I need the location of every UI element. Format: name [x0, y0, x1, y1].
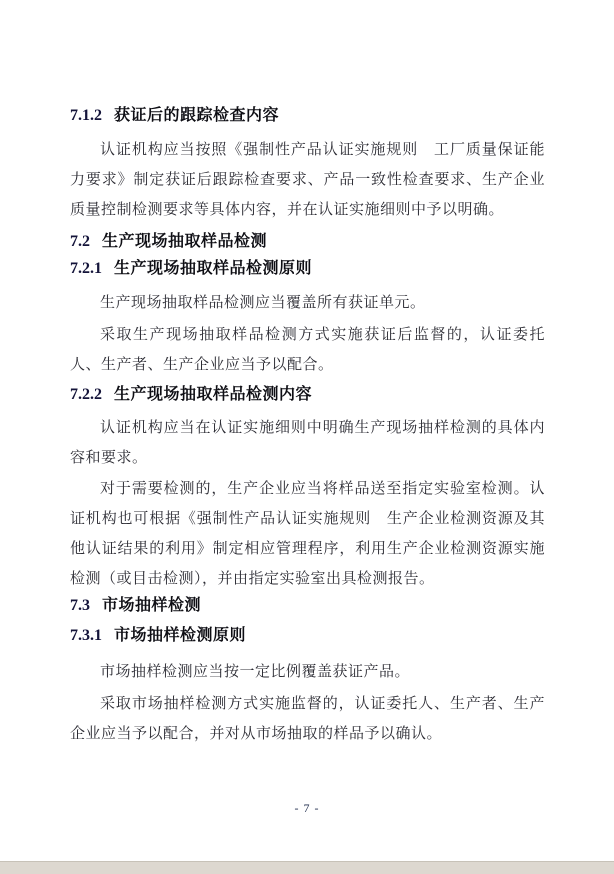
paragraph-market-sampling-cooperation: 采取市场抽样检测方式实施监督的，认证委托人、生产者、生产企业应当予以配合，并对从市场抽取的样品予以确认。 [70, 696, 545, 742]
heading-title: 生产现场抽取样品检测原则 [113, 260, 312, 277]
paragraph-sampling-coverage: 生产现场抽取样品检测应当覆盖所有获证单元。 [100, 295, 426, 311]
heading-title: 生产现场抽取样品检测内容 [113, 386, 312, 403]
heading-title: 市场抽样检测 [101, 597, 201, 614]
section-heading-7-2-1 [70, 258, 545, 280]
heading-title: 获证后的跟踪检查内容 [113, 107, 279, 124]
heading-number: 7.1.2 [70, 107, 102, 124]
heading-title: 市场抽样检测原则 [113, 627, 246, 644]
heading-number: 7.2.1 [70, 260, 102, 277]
section-heading-7-2-2 [70, 384, 545, 406]
heading-title: 生产现场抽取样品检测 [101, 233, 267, 250]
paragraph-lab-testing: 对于需要检测的，生产企业应当将样品送至指定实验室检测。认证机构也可根据《强制性产品认证实施规则 生产企业检测资源及其他认证结果的利用》制定相应管理程序，利用生产企业检测资源实施检测（或目击检测），并由指定实验室出具检测报告。 [70, 481, 545, 587]
heading-number: 7.2.2 [70, 386, 102, 403]
paragraph-market-sampling-ratio: 市场抽样检测应当按一定比例覆盖获证产品。 [100, 664, 411, 680]
heading-number: 7.3.1 [70, 627, 102, 644]
paragraph-testing-requirements: 认证机构应当在认证实施细则中明确生产现场抽样检测的具体内容和要求。 [70, 420, 545, 466]
heading-number: 7.2 [70, 233, 90, 250]
paragraph-sampling-cooperation: 采取生产现场抽取样品检测方式实施获证后监督的，认证委托人、生产者、生产企业应当予以配合。 [70, 327, 545, 373]
section-heading-7-3 [70, 595, 545, 617]
section-heading-7-3-1 [70, 625, 545, 647]
section-heading-7-1-2 [70, 105, 545, 127]
heading-number: 7.3 [70, 597, 90, 614]
section-heading-7-2 [70, 231, 545, 253]
paragraph-tracking-inspection-content: 认证机构应当按照《强制性产品认证实施规则 工厂质量保证能力要求》制定获证后跟踪检查要求、产品一致性检查要求、生产企业质量控制检测要求等具体内容，并在认证实施细则中予以明确。 [70, 142, 545, 218]
scan-bottom-edge [0, 861, 614, 874]
page-number: - 7 - [294, 801, 320, 815]
